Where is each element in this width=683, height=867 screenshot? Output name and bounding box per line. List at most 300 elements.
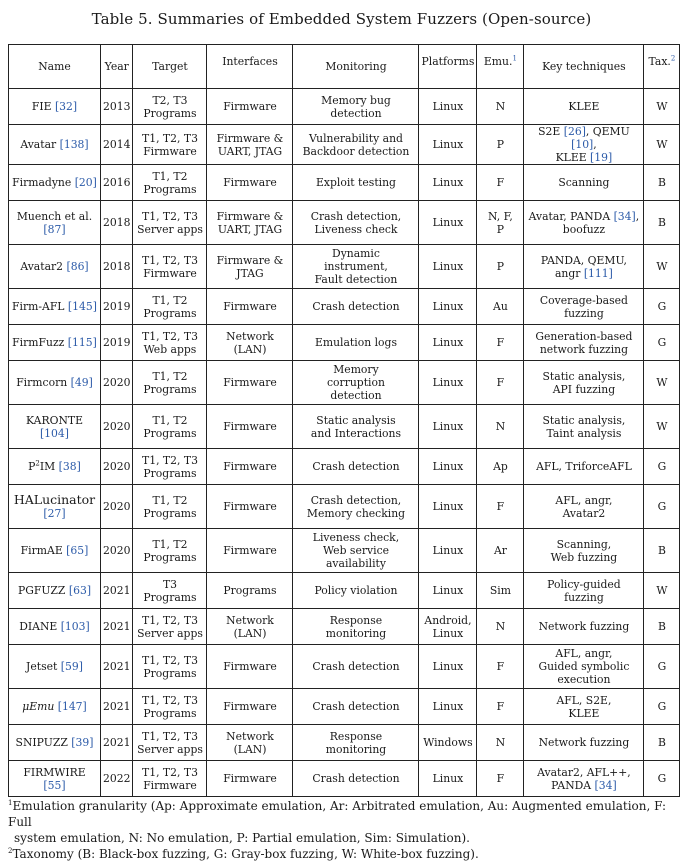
- cell-taxonomy: [644, 201, 680, 245]
- taxonomy-value: G: [657, 460, 667, 473]
- taxonomy-value: W: [656, 420, 668, 433]
- target-line: T2, T3: [152, 93, 188, 107]
- fuzzer-name-text: Firmadyne: [12, 176, 75, 189]
- cell-key-techniques: [524, 325, 644, 361]
- platforms-line: Linux: [432, 700, 464, 713]
- cell-target: [133, 529, 207, 573]
- taxonomy-value: B: [657, 216, 666, 229]
- table-row: [9, 245, 680, 289]
- cell-year: [101, 609, 133, 645]
- header-tax-label: Tax.: [648, 55, 671, 68]
- table-row: [9, 449, 680, 485]
- cell-name: [9, 325, 101, 361]
- cell-emulation: [477, 761, 524, 797]
- key-technique-text: KLEE: [568, 706, 600, 720]
- emulation-line: P: [496, 138, 505, 151]
- interfaces-line: Firmware: [223, 700, 277, 713]
- taxonomy-value: G: [657, 772, 667, 785]
- cell-emulation: [477, 361, 524, 405]
- cell-key-techniques: [524, 485, 644, 529]
- cell-monitoring: [293, 201, 419, 245]
- cell-monitoring: [293, 485, 419, 529]
- header-year: Year: [101, 45, 133, 89]
- taxonomy-value: G: [657, 300, 667, 313]
- key-technique-text: angr: [554, 266, 584, 280]
- target-line: Firmware: [143, 266, 197, 280]
- cell-platforms: [419, 125, 477, 165]
- emulation-line: P: [496, 222, 505, 236]
- header-tax-footnote-mark: 2: [670, 54, 676, 63]
- cell-key-techniques: [524, 125, 644, 165]
- key-technique-text: Guided symbolic: [538, 660, 630, 673]
- interfaces-line: Firmware: [223, 176, 277, 189]
- cell-key-techniques: [524, 405, 644, 449]
- fuzzer-name-citation: [103]: [60, 620, 90, 633]
- cell-platforms: [419, 89, 477, 125]
- cell-platforms: [419, 289, 477, 325]
- cell-interfaces: [207, 201, 293, 245]
- target-line: Programs: [143, 506, 197, 520]
- monitoring-line: detection: [330, 106, 382, 120]
- interfaces-line: Firmware: [223, 100, 277, 113]
- footnote-2: [8, 846, 680, 862]
- key-technique-text: Network fuzzing: [538, 620, 630, 633]
- monitoring-line: Liveness check,: [312, 531, 400, 544]
- key-technique-citation: [111]: [583, 266, 613, 280]
- key-technique-text: AFL, S2E,: [556, 693, 612, 707]
- cell-interfaces: [207, 289, 293, 325]
- monitoring-line: Response: [329, 613, 383, 627]
- target-line: T1, T2: [152, 537, 188, 551]
- header-monitoring: Monitoring: [293, 45, 419, 89]
- taxonomy-value: G: [657, 500, 667, 513]
- fuzzer-name-text: FirmFuzz: [12, 336, 68, 349]
- cell-key-techniques: [524, 165, 644, 201]
- cell-year: [101, 485, 133, 529]
- monitoring-line: Crash detection: [312, 460, 400, 473]
- interfaces-line: Firmware: [223, 772, 277, 785]
- cell-key-techniques: [524, 449, 644, 485]
- cell-platforms: [419, 725, 477, 761]
- table-row: [9, 289, 680, 325]
- target-line: T3: [162, 577, 178, 591]
- monitoring-line: Policy violation: [314, 584, 398, 597]
- table-row: [9, 529, 680, 573]
- fuzzer-name-text: P: [28, 460, 36, 473]
- platforms-line: Linux: [432, 420, 464, 433]
- cell-target: [133, 125, 207, 165]
- emulation-line: N: [495, 420, 506, 433]
- year-value: 2020: [103, 460, 131, 473]
- interfaces-line: Firmware: [223, 660, 277, 673]
- key-technique-text: KLEE: [568, 100, 600, 113]
- fuzzer-name-text: SNIPUZZ: [15, 736, 72, 749]
- cell-taxonomy: [644, 485, 680, 529]
- year-value: 2019: [103, 336, 131, 349]
- cell-interfaces: [207, 245, 293, 289]
- interfaces-line: Firmware: [223, 500, 277, 513]
- cell-emulation: [477, 405, 524, 449]
- target-line: T1, T2, T3: [142, 131, 198, 145]
- cell-interfaces: [207, 325, 293, 361]
- target-line: Programs: [143, 306, 197, 320]
- emulation-line: F: [496, 500, 505, 513]
- cell-key-techniques: [524, 89, 644, 125]
- key-technique-text: boofuzz: [562, 222, 606, 236]
- cell-emulation: [477, 89, 524, 125]
- taxonomy-value: W: [656, 584, 668, 597]
- cell-emulation: [477, 289, 524, 325]
- monitoring-line: Crash detection: [312, 772, 400, 785]
- taxonomy-value: G: [657, 336, 667, 349]
- cell-key-techniques: [524, 689, 644, 725]
- monitoring-line: instrument,: [324, 260, 388, 273]
- platforms-line: Linux: [432, 376, 464, 389]
- cell-interfaces: [207, 89, 293, 125]
- fuzzer-name-text: Firmcorn: [16, 376, 71, 389]
- cell-year: [101, 761, 133, 797]
- platforms-line: Linux: [432, 544, 464, 557]
- cell-name: [9, 485, 101, 529]
- key-technique-citation: [34]: [594, 778, 617, 792]
- footnote-1-line-1: Emulation granularity (Ap: Approximate emulation, Ar: Arbitrated emulation, Au: Augmented emulation, F: Full: [8, 799, 667, 829]
- key-technique-text: Avatar2: [562, 506, 606, 520]
- table-row: [9, 761, 680, 797]
- monitoring-line: availability: [325, 557, 386, 570]
- fuzzer-name-text: PGFUZZ: [17, 584, 69, 597]
- year-value: 2020: [103, 376, 131, 389]
- fuzzer-name-text: Firm-AFL: [12, 300, 68, 313]
- cell-taxonomy: [644, 689, 680, 725]
- taxonomy-value: W: [656, 376, 668, 389]
- key-technique-text: , QEMU: [585, 125, 630, 138]
- emulation-line: N: [495, 620, 506, 633]
- emulation-line: F: [496, 700, 505, 713]
- table-row: [9, 125, 680, 165]
- year-value: 2021: [103, 584, 131, 597]
- fuzzer-name-text: FirmAE: [20, 544, 67, 557]
- target-line: Web apps: [143, 342, 197, 356]
- platforms-line: Linux: [432, 500, 464, 513]
- interfaces-line: Firmware: [223, 300, 277, 313]
- cell-year: [101, 725, 133, 761]
- target-line: T1, T2: [152, 493, 188, 507]
- cell-target: [133, 725, 207, 761]
- taxonomy-value: W: [656, 100, 668, 113]
- emulation-line: N: [495, 736, 506, 749]
- year-value: 2021: [103, 660, 131, 673]
- key-technique-text: Scanning,: [556, 537, 612, 551]
- monitoring-line: Fault detection: [314, 273, 398, 286]
- key-technique-text: Coverage-based: [539, 293, 628, 307]
- cell-monitoring: [293, 165, 419, 201]
- cell-platforms: [419, 689, 477, 725]
- monitoring-line: Vulnerability and: [309, 131, 403, 145]
- cell-target: [133, 361, 207, 405]
- monitoring-line: Memory checking: [306, 506, 406, 520]
- header-platforms: Platforms: [419, 45, 477, 89]
- cell-interfaces: [207, 573, 293, 609]
- cell-year: [101, 89, 133, 125]
- key-technique-text: execution: [557, 673, 611, 686]
- cell-emulation: [477, 645, 524, 689]
- taxonomy-value: W: [656, 138, 668, 151]
- interfaces-line: Firmware: [223, 420, 277, 433]
- interfaces-line: UART, JTAG: [217, 144, 283, 158]
- cell-taxonomy: [644, 245, 680, 289]
- target-line: Programs: [143, 706, 197, 720]
- table-row: [9, 89, 680, 125]
- cell-interfaces: [207, 125, 293, 165]
- cell-year: [101, 689, 133, 725]
- cell-key-techniques: [524, 289, 644, 325]
- fuzzer-name-citation: [138]: [59, 138, 89, 151]
- cell-emulation: [477, 485, 524, 529]
- monitoring-line: Memory: [333, 363, 379, 376]
- interfaces-line: Firmware &: [216, 209, 284, 223]
- cell-target: [133, 325, 207, 361]
- fuzzer-name-text: Muench et al.: [16, 209, 93, 223]
- fuzzer-name-citation: [147]: [57, 700, 87, 713]
- target-line: T1, T2, T3: [142, 693, 198, 707]
- interfaces-line: Firmware &: [216, 131, 284, 145]
- cell-emulation: [477, 165, 524, 201]
- target-line: Server apps: [137, 626, 203, 640]
- platforms-line: Linux: [432, 772, 464, 785]
- target-line: Programs: [143, 590, 197, 604]
- monitoring-line: detection: [330, 389, 382, 402]
- monitoring-line: Backdoor detection: [302, 144, 410, 158]
- key-technique-text: PANDA, QEMU,: [540, 253, 627, 267]
- cell-platforms: [419, 361, 477, 405]
- cell-interfaces: [207, 485, 293, 529]
- interfaces-line: Network (LAN): [226, 729, 274, 756]
- emulation-line: P: [496, 260, 505, 273]
- emulation-line: F: [496, 176, 505, 189]
- cell-interfaces: [207, 645, 293, 689]
- cell-monitoring: [293, 761, 419, 797]
- header-key-techniques: Key techniques: [524, 45, 644, 89]
- year-value: 2018: [103, 216, 131, 229]
- cell-platforms: [419, 405, 477, 449]
- fuzzer-name-citation: [55]: [43, 778, 66, 792]
- cell-key-techniques: [524, 361, 644, 405]
- cell-monitoring: [293, 325, 419, 361]
- header-tax: [644, 45, 680, 89]
- monitoring-line: Crash detection: [312, 300, 400, 313]
- table-row: [9, 405, 680, 449]
- target-line: Programs: [143, 382, 197, 396]
- cell-name: [9, 165, 101, 201]
- header-interfaces: Interfaces: [207, 45, 293, 89]
- target-line: Server apps: [137, 222, 203, 236]
- fuzzer-name-citation: [65]: [66, 544, 89, 557]
- emulation-line: Au: [493, 300, 508, 313]
- cell-target: [133, 609, 207, 645]
- cell-monitoring: [293, 725, 419, 761]
- cell-name: [9, 361, 101, 405]
- cell-target: [133, 761, 207, 797]
- interfaces-line: JTAG: [236, 266, 264, 280]
- target-line: Programs: [143, 466, 197, 480]
- target-line: Programs: [143, 550, 197, 564]
- cell-key-techniques: [524, 245, 644, 289]
- year-value: 2021: [103, 620, 131, 633]
- fuzzer-name-citation: [59]: [60, 660, 83, 673]
- fuzzer-name-citation: [86]: [66, 260, 89, 273]
- footnote-2-line-1: Taxonomy (B: Black-box fuzzing, G: Gray-box fuzzing, W: White-box fuzzing).: [12, 847, 479, 861]
- cell-emulation: [477, 449, 524, 485]
- emulation-line: Sim: [489, 584, 511, 597]
- cell-platforms: [419, 201, 477, 245]
- year-value: 2020: [103, 544, 131, 557]
- header-name: Name: [9, 45, 101, 89]
- cell-name: [9, 405, 101, 449]
- header-target: Target: [133, 45, 207, 89]
- cell-taxonomy: [644, 325, 680, 361]
- monitoring-line: Static analysis: [316, 413, 396, 427]
- cell-monitoring: [293, 573, 419, 609]
- cell-name: [9, 245, 101, 289]
- target-line: T1, T2, T3: [142, 613, 198, 627]
- year-value: 2020: [103, 420, 131, 433]
- footnote-2-mark: 2: [8, 847, 13, 855]
- emulation-line: F: [496, 772, 505, 785]
- footnote-1-continuation: system emulation, N: No emulation, P: Partial emulation, Sim: Simulation).: [14, 831, 470, 845]
- cell-interfaces: [207, 529, 293, 573]
- cell-platforms: [419, 761, 477, 797]
- taxonomy-value: B: [657, 620, 666, 633]
- monitoring-line: corruption: [326, 376, 385, 389]
- taxonomy-value: B: [657, 736, 666, 749]
- footnote-1-mark: 1: [8, 799, 13, 807]
- monitoring-line: Memory bug: [321, 93, 391, 107]
- cell-target: [133, 405, 207, 449]
- cell-platforms: [419, 245, 477, 289]
- key-technique-text: Web fuzzing: [550, 550, 618, 564]
- cell-taxonomy: [644, 645, 680, 689]
- platforms-line: Linux: [432, 626, 464, 640]
- cell-taxonomy: [644, 289, 680, 325]
- cell-emulation: [477, 573, 524, 609]
- cell-taxonomy: [644, 725, 680, 761]
- target-line: Programs: [143, 106, 197, 120]
- year-value: 2021: [103, 736, 131, 749]
- cell-target: [133, 89, 207, 125]
- year-value: 2021: [103, 700, 131, 713]
- key-technique-citation: [19]: [590, 151, 613, 164]
- cell-interfaces: [207, 725, 293, 761]
- monitoring-line: Crash detection,: [310, 493, 402, 507]
- fuzzer-summary-table: [8, 44, 680, 797]
- interfaces-line: Network (LAN): [226, 329, 274, 356]
- key-technique-text: ,: [593, 138, 597, 151]
- table-body: [9, 89, 680, 797]
- key-technique-citation: [26]: [563, 125, 586, 138]
- platforms-line: Linux: [432, 660, 464, 673]
- target-line: T1, T2, T3: [142, 765, 198, 779]
- key-technique-text: PANDA: [551, 778, 595, 792]
- monitoring-line: monitoring: [325, 742, 387, 756]
- key-technique-text: ,: [635, 209, 640, 223]
- cell-taxonomy: [644, 405, 680, 449]
- cell-target: [133, 245, 207, 289]
- table-row: [9, 689, 680, 725]
- fuzzer-name-citation: [49]: [70, 376, 93, 389]
- table-row: [9, 201, 680, 245]
- cell-name: [9, 529, 101, 573]
- key-technique-citation: [10]: [571, 138, 594, 151]
- cell-key-techniques: [524, 609, 644, 645]
- table-row: [9, 609, 680, 645]
- cell-key-techniques: [524, 529, 644, 573]
- emulation-line: F: [496, 376, 505, 389]
- cell-name: [9, 89, 101, 125]
- interfaces-line: Programs: [223, 584, 277, 597]
- key-technique-text: KLEE: [555, 151, 591, 164]
- cell-monitoring: [293, 361, 419, 405]
- key-technique-text: AFL, TriforceAFL: [536, 460, 632, 473]
- emulation-line: Ar: [493, 544, 507, 557]
- fuzzer-name-text: FIE: [31, 100, 55, 113]
- year-value: 2020: [103, 500, 131, 513]
- target-line: T1, T2, T3: [142, 653, 198, 667]
- cell-name: [9, 645, 101, 689]
- cell-emulation: [477, 529, 524, 573]
- cell-monitoring: [293, 89, 419, 125]
- cell-target: [133, 689, 207, 725]
- platforms-line: Linux: [432, 216, 464, 229]
- cell-year: [101, 325, 133, 361]
- taxonomy-value: G: [657, 700, 667, 713]
- year-value: 2014: [103, 138, 131, 151]
- header-emu-label: Emu.: [483, 55, 513, 68]
- cell-taxonomy: [644, 573, 680, 609]
- cell-key-techniques: [524, 645, 644, 689]
- fuzzer-name-citation: [87]: [43, 222, 66, 236]
- cell-year: [101, 165, 133, 201]
- table-row: [9, 485, 680, 529]
- fuzzer-name-citation: [27]: [43, 507, 66, 520]
- target-line: T1, T2: [152, 369, 188, 383]
- cell-platforms: [419, 609, 477, 645]
- target-line: Firmware: [143, 778, 197, 792]
- cell-taxonomy: [644, 165, 680, 201]
- key-technique-text: Generation-based: [535, 329, 633, 343]
- cell-name: [9, 289, 101, 325]
- cell-taxonomy: [644, 609, 680, 645]
- year-value: 2013: [103, 100, 131, 113]
- cell-year: [101, 405, 133, 449]
- cell-platforms: [419, 325, 477, 361]
- key-technique-text: S2E: [538, 125, 564, 138]
- cell-target: [133, 449, 207, 485]
- emulation-line: N: [495, 100, 506, 113]
- key-technique-text: fuzzing: [564, 306, 604, 320]
- interfaces-line: Firmware: [223, 544, 277, 557]
- cell-name: [9, 725, 101, 761]
- cell-year: [101, 573, 133, 609]
- cell-key-techniques: [524, 201, 644, 245]
- platforms-line: Linux: [432, 176, 464, 189]
- interfaces-line: Firmware: [223, 460, 277, 473]
- taxonomy-value: G: [657, 660, 667, 673]
- key-technique-text: Avatar2, AFL++,: [537, 765, 631, 779]
- cell-key-techniques: [524, 573, 644, 609]
- key-technique-text: network fuzzing: [539, 342, 629, 356]
- target-line: Programs: [143, 666, 197, 680]
- fuzzer-name-text: HALucinator: [13, 492, 96, 507]
